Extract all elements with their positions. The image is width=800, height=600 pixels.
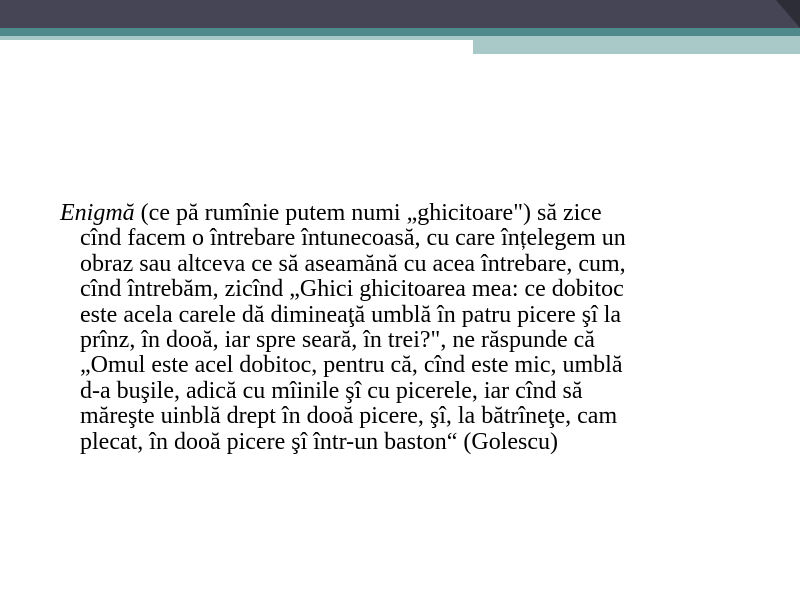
- text-line: „Omul este acel dobitoc, pentru că, cînd este mic, umblă: [80, 352, 623, 379]
- text-line: plecat, în dooă picere şî într-un baston“ (Golescu): [80, 428, 559, 455]
- header-block-light: [473, 36, 800, 54]
- term-enigma: Enigmă: [60, 200, 135, 226]
- text-line: este acela carele dă dimineaţă umblă în patru picere şî la: [80, 301, 622, 328]
- text-line: d-a buşile, adică cu mîinile şî cu picerele, iar cînd să: [80, 377, 583, 404]
- text-line: (ce pă rumînie putem numi „ghicitoare") să zice: [134, 200, 602, 226]
- text-line: cînd întrebăm, zicînd „Ghici ghicitoarea mea: ce dobitoc: [80, 276, 624, 303]
- slide-body-text: [60, 201, 750, 455]
- header-stripe-teal: [0, 28, 800, 36]
- header-stripe-light: [0, 36, 473, 40]
- text-line: măreşte uinblă drept în dooă picere, şî, la bătrîneţe, cam: [80, 403, 618, 430]
- header-bar: [0, 0, 800, 28]
- text-line: cînd facem o întrebare întunecoasă, cu care înțelegem un: [80, 225, 626, 252]
- text-line: obraz sau altceva ce să aseamănă cu acea întrebare, cum,: [80, 250, 626, 277]
- header-corner-accent: [776, 0, 800, 28]
- text-line: prînz, în dooă, iar spre seară, în trei?", ne răspunde că: [80, 327, 595, 354]
